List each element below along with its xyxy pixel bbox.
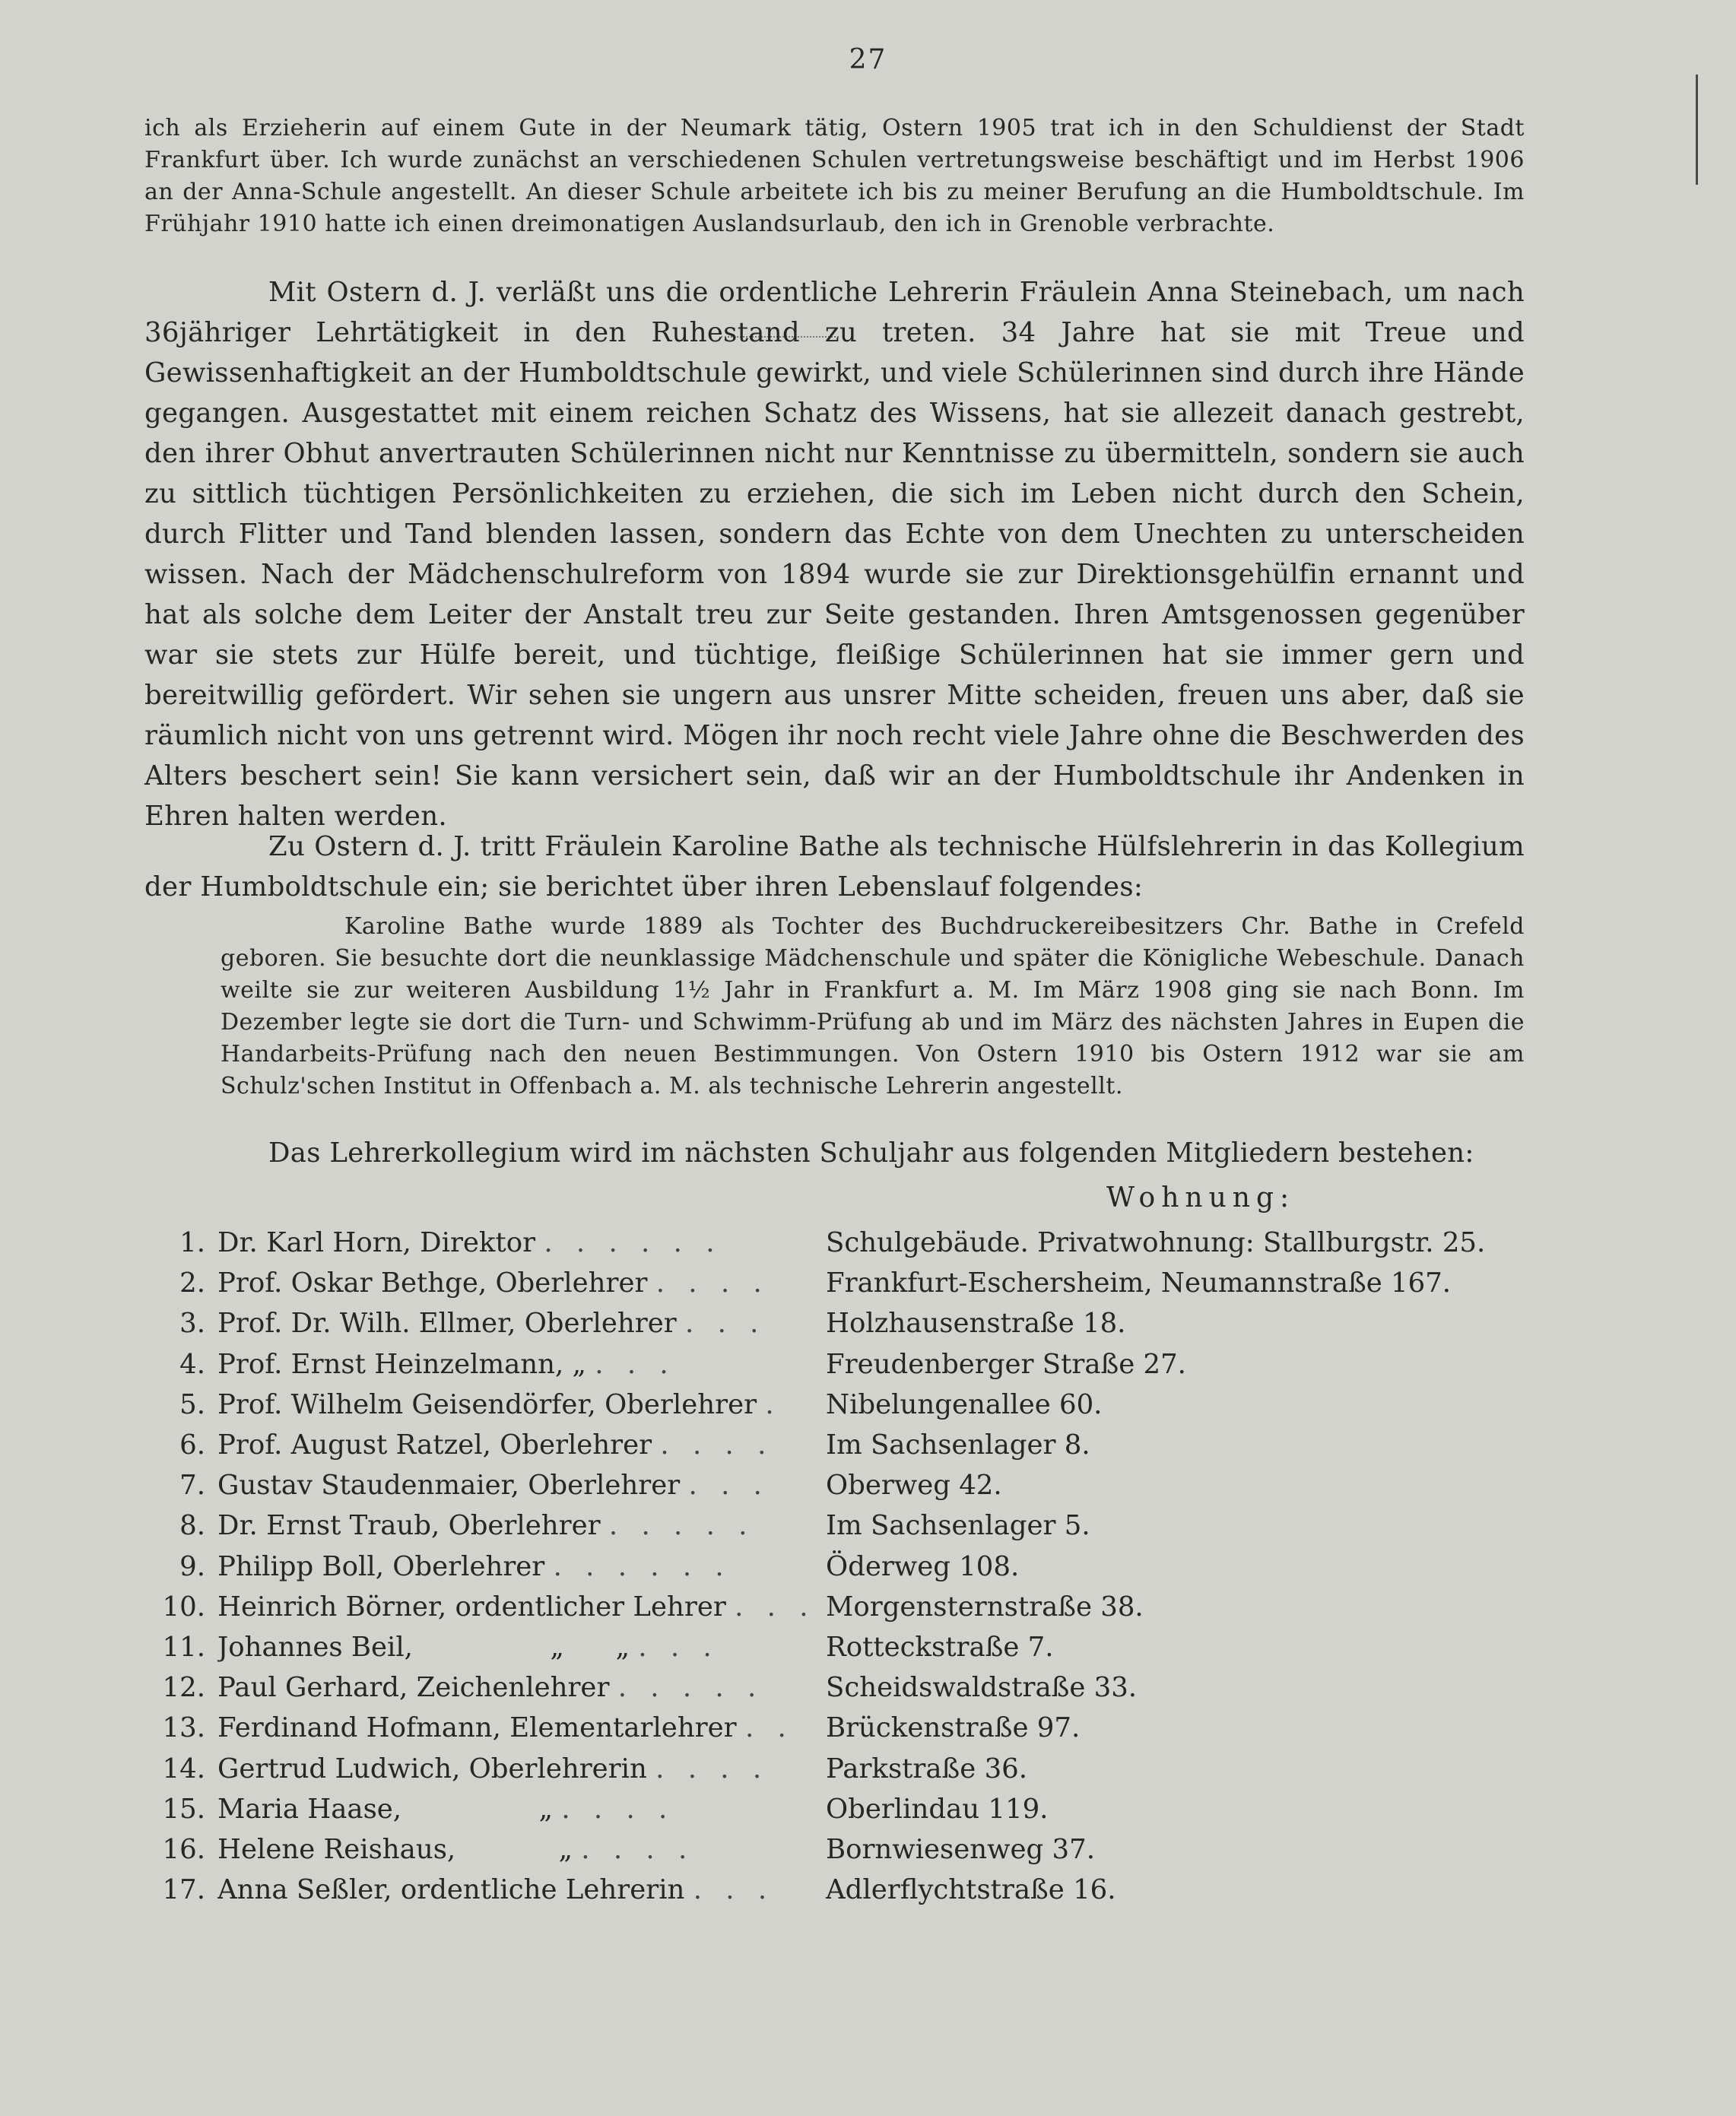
page-number: 27 (849, 44, 887, 75)
staff-number: 12. (162, 1672, 205, 1704)
staff-name: Heinrich Börner, ordentlicher Lehrer . . . (217, 1591, 816, 1623)
paragraph-steinebach: Mit Ostern d. J. verläßt uns die ordentliche Lehrerin Fräulein Anna Steinebach, um nach 36jähriger Lehrtätigkeit in den Ruhestand zu treten. 34 Jahre hat sie mit Treue und Gewissenhaftigkeit an der Humboldtschule gewirkt, und viele Schülerinnen sind durch ihre Hände gegangen. Ausgestattet mit einem reichen Schatz des Wissens, hat sie allezeit danach gestrebt, den ihrer Obhut anvertrauten Schülerinnen nicht nur Kenntnisse zu übermitteln, sondern sie auch zu sittlich tüchtigen Persönlichkeiten zu erziehen, die sich im Leben nicht durch den Schein, durch Flitter und Tand blenden lassen, sondern das Echte von dem Unechten zu unterscheiden wissen. Nach der Mädchenschulreform von 1894 wurde sie zur Direktionsgehülfin ernannt und hat als solche dem Leiter der Anstalt treu zur Seite gestanden. Ihren Amtsgenossen gegenüber war sie stets zur Hülfe bereit, und tüchtige, fleißige Schülerinnen hat sie immer gern und bereitwillig gefördert. Wir sehen sie ungern aus unsrer Mitte scheiden, freuen uns aber, daß sie räumlich nicht von uns getrennt wird. Mögen ihr noch recht viele Jahre ohne die Beschwerden des Alters beschert sein! Sie kann versichert sein, daß wir an der Humboldtschule ihr Andenken in Ehren halten werden. (144, 277, 1525, 832)
staff-name: Gertrud Ludwich, Oberlehrerin . . . . (217, 1753, 770, 1784)
staff-address: Schulgebäude. Privatwohnung: Stallburgstr. 25. (826, 1227, 1486, 1259)
staff-name: Dr. Karl Horn, Direktor . . . . . . (217, 1227, 722, 1259)
staff-name: Ferdinand Hofmann, Elementarlehrer . . (217, 1712, 794, 1744)
staff-number: 16. (162, 1833, 205, 1865)
staff-row (144, 1870, 1551, 1910)
staff-row (144, 1223, 1551, 1263)
staff-number: 5. (179, 1388, 205, 1420)
staff-number: 8. (179, 1510, 205, 1542)
staff-name: Prof. Ernst Heinzelmann, „ . . . (217, 1348, 676, 1380)
staff-row (144, 1789, 1551, 1829)
staff-address: Frankfurt-Eschersheim, Neumannstraße 167. (826, 1267, 1452, 1299)
staff-number: 7. (179, 1470, 205, 1502)
staff-list (144, 1223, 1551, 1910)
staff-number: 15. (162, 1793, 205, 1825)
staff-row (144, 1587, 1551, 1627)
staff-address: Morgensternstraße 38. (826, 1591, 1144, 1623)
staff-row (144, 1748, 1551, 1788)
paragraph-bathe-intro: Zu Ostern d. J. tritt Fräulein Karoline Bathe als technische Hülfslehrerin in das Kollegium der Humboldtschule ein; sie berichtet über ihren Lebenslauf folgendes: (144, 831, 1525, 903)
staff-number: 1. (179, 1227, 205, 1259)
staff-name: Prof. August Ratzel, Oberlehrer . . . . (217, 1429, 774, 1461)
staff-name: Prof. Dr. Wilh. Ellmer, Oberlehrer . . . (217, 1308, 766, 1340)
staff-number: 10. (162, 1591, 205, 1623)
staff-row (144, 1465, 1551, 1505)
paragraph-bathe-vita: Karoline Bathe wurde 1889 als Tochter des Buchdruckereibesitzers Chr. Bathe in Crefeld geboren. Sie besuchte dort die neunklassige Mädchenschule und später die Königliche Webeschule. Danach weilte sie zur weiteren Ausbildung 1½ Jahr in Frankfurt a. M. Im März 1908 ging sie nach Bonn. Im Dezember legte sie dort die Turn- und Schwimm-Prüfung ab und im März des nächsten Jahres in Eupen die Handarbeits-Prüfung nach den neuen Bestimmungen. Von Ostern 1910 bis Ostern 1912 war sie am Schulz'schen Institut in Offenbach a. M. als technische Lehrerin angestellt. (221, 913, 1525, 1099)
staff-name: Johannes Beil, „ „ . . . (217, 1631, 719, 1663)
staff-address: Oberlindau 119. (826, 1793, 1049, 1825)
staff-row (144, 1344, 1551, 1385)
staff-address: Öderweg 108. (826, 1550, 1020, 1582)
staff-row (144, 1708, 1551, 1748)
staff-address: Bornwiesenweg 37. (826, 1833, 1095, 1865)
staff-address: Im Sachsenlager 5. (826, 1510, 1090, 1542)
staff-number: 3. (179, 1308, 205, 1340)
staff-address: Im Sachsenlager 8. (826, 1429, 1090, 1461)
staff-number: 13. (162, 1712, 205, 1744)
staff-number: 6. (179, 1429, 205, 1461)
staff-name: Prof. Wilhelm Geisendörfer, Oberlehrer . (217, 1388, 782, 1420)
page-edge-mark (1696, 75, 1698, 185)
staff-address: Oberweg 42. (826, 1470, 1002, 1502)
staff-address: Holzhausenstraße 18. (826, 1308, 1126, 1340)
staff-row (144, 1829, 1551, 1870)
staff-name: Helene Reishaus, „ . . . . (217, 1833, 695, 1865)
staff-address: Parkstraße 36. (826, 1753, 1028, 1784)
staff-row (144, 1505, 1551, 1546)
staff-address: Rotteckstraße 7. (826, 1631, 1054, 1663)
staff-name: Philipp Boll, Oberlehrer . . . . . . (217, 1550, 732, 1582)
staff-address: Freudenberger Straße 27. (826, 1348, 1186, 1380)
paragraph-continuation: ich als Erzieherin auf einem Gute in der Neumark tätig, Ostern 1905 trat ich in den Schuldienst der Stadt Frankfurt über. Ich wurde zunächst an verschiedenen Schulen vertretungsweise beschäftigt und im Herbst 1906 an der Anna-Schule angestellt. An dieser Schule arbeitete ich bis zu meiner Berufung an die Humboldtschule. Im Frühjahr 1910 hatte ich einen dreimonatigen Auslandsurlaub, den ich in Grenoble verbrachte. (144, 115, 1525, 237)
staff-number: 17. (162, 1874, 205, 1906)
staff-row (144, 1627, 1551, 1667)
staff-number: 9. (179, 1550, 205, 1582)
staff-row (144, 1667, 1551, 1708)
staff-name: Prof. Oskar Bethge, Oberlehrer . . . . (217, 1267, 770, 1299)
staff-intro: Das Lehrerkollegium wird im nächsten Schuljahr aus folgenden Mitgliedern bestehen: (268, 1137, 1474, 1169)
staff-name: Dr. Ernst Traub, Oberlehrer . . . . . (217, 1510, 755, 1542)
staff-name: Gustav Staudenmaier, Oberlehrer . . . (217, 1470, 770, 1502)
staff-address: Scheidswaldstraße 33. (826, 1672, 1138, 1704)
staff-row (144, 1303, 1551, 1344)
staff-row (144, 1263, 1551, 1303)
staff-name: Anna Seßler, ordentliche Lehrerin . . . (217, 1874, 775, 1906)
staff-address: Nibelungenallee 60. (826, 1388, 1103, 1420)
address-column-header: Wohnung: (1106, 1182, 1296, 1213)
staff-number: 11. (162, 1631, 205, 1663)
staff-address: Adlerflychtstraße 16. (826, 1874, 1116, 1906)
staff-number: 14. (162, 1753, 205, 1784)
staff-row (144, 1425, 1551, 1465)
staff-address: Brückenstraße 97. (826, 1712, 1081, 1744)
staff-number: 4. (179, 1348, 205, 1380)
staff-row (144, 1385, 1551, 1425)
staff-name: Paul Gerhard, Zeichenlehrer . . . . . (217, 1672, 764, 1704)
staff-number: 2. (179, 1267, 205, 1299)
staff-name: Maria Haase, „ . . . . (217, 1793, 675, 1825)
staff-row (144, 1547, 1551, 1587)
